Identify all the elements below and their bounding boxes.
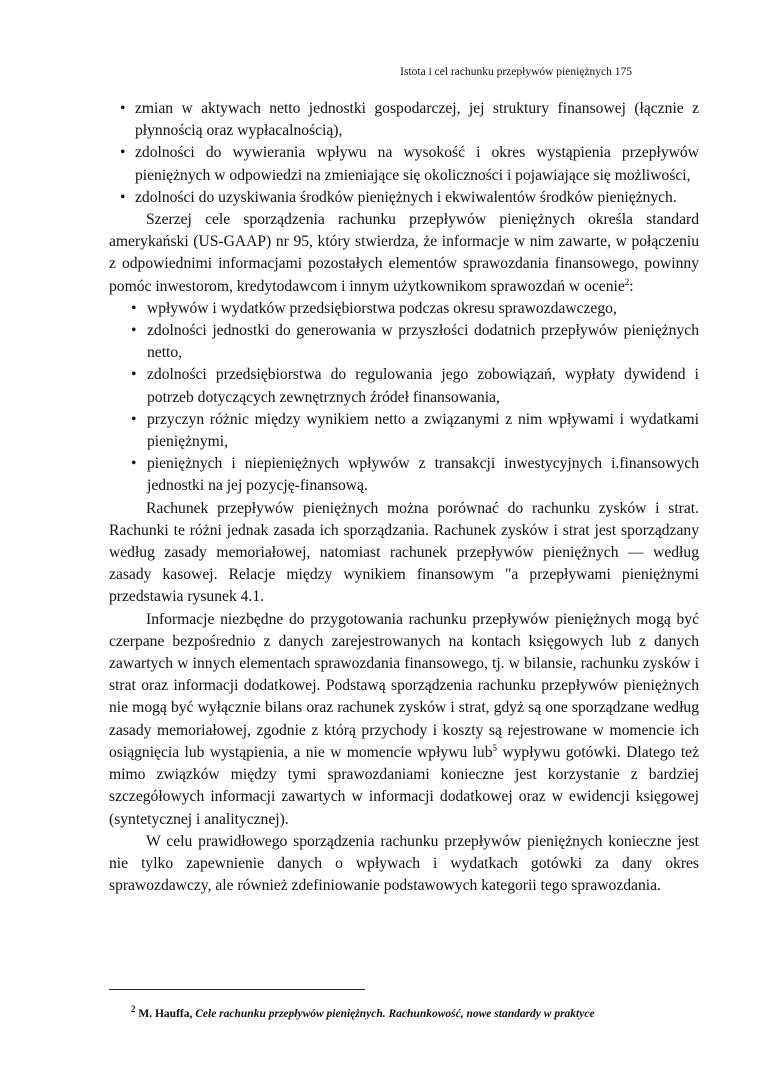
paragraph-text: Informacje niezbędne do przygotowania rachunku przepływów pieniężnych mogą być czerpane bezpośrednio z danych zarejestrowanych na kontach księgowych lub z danych zawartych w innych elementach sprawozdania finansowego, tj. w bilansie, rachunku zysków i strat oraz informacji dodatkowej. Podstawą sporządzenia rachunku przepływów pieniężnych nie mogą być wyłącznie bilans oraz rachunek zysków i strat, gdyż są one sporządzane według zasady memoriałowej, zgodnie z którą przychody i koszty są rejestrowane w momencie ich osiągnięcia lub wystąpienia, a nie w momencie wpływu lub: [109, 610, 699, 761]
paragraph-us-gaap: [109, 209, 699, 298]
list-item: • zdolności jednostki do generowania w przyszłości dodatnich przepływów pieniężnych netto,: [109, 320, 699, 364]
paragraph-text: Szerzej cele sporządzenia rachunku przepływów pieniężnych określa standard amerykański (US-GAAP) nr 95, który stwierdza, że informacje w nim zawarte, w połączeniu z odpowiednimi informacjami pozostałych elementów sprawozdania finansowego, powinny pomóc inwestorom, kredytodawcom i innym użytkownikom sprawozdań w ocenie: [109, 211, 699, 295]
body-text: [109, 98, 699, 897]
list-item: • wpływów i wydatków przedsiębiorstwa podczas okresu sprawozdawczego,: [109, 298, 699, 320]
list-item: • zdolności do wywierania wpływu na wysokość i okres wystąpienia przepływów pieniężnych w odpowiedzi na zmieniające się okoliczności i pojawiające się możliwości,: [109, 142, 699, 186]
list-item: • zmian w aktywach netto jednostki gospodarczej, jej struktury finansowej (łącznie z płynnością oraz wypłacalnością),: [109, 98, 699, 142]
paragraph-purpose: W celu prawidłowego sporządzenia rachunku przepływów pieniężnych konieczne jest nie tylko zapewnienie danych o wpływach i wydatkach gotówki za dany okres sprawozdawczy, ale również zdefiniowanie podstawowych kategorii tego sprawozdania.: [109, 832, 699, 895]
paragraph-comparison: Rachunek przepływów pieniężnych można porównać do rachunku zysków i strat. Rachunki te różni jednak zasada ich sporządzania. Rachunek zysków i strat jest sporządzany według zasady memoriałowej, natomiast rachunek przepływów pieniężnych — według zasady kasowej. Relacje między wynikiem finansowym "a przepływami pieniężnymi przedstawia rysunek 4.1.: [109, 499, 699, 606]
paragraph-information-sources: [109, 609, 699, 831]
footnote-reference: 5: [492, 742, 498, 753]
footnote-number: 2: [131, 1004, 136, 1015]
footnote-reference: 2: [624, 276, 630, 287]
footnote-author: M. Hauffa,: [138, 1008, 196, 1020]
paragraph-text-end: wypływu gotówki. Dlatego też mimo związków między tymi sprawozdaniami konieczne jest korzystanie z bardziej szczegółowych informacji zawartych w informacji dodatkowej oraz w ewidencji księgowej (syntetycznej i analitycznej).: [109, 743, 699, 828]
bullet-list-us-gaap: [109, 298, 699, 498]
paragraph-text-end: :: [629, 277, 634, 295]
list-item: • zdolności przedsiębiorstwa do regulowania jego zobowiązań, wypłaty dywidend i potrzeb dotyczących zewnętrznych źródeł finansowania,: [109, 364, 699, 408]
footnote-title: Cele rachunku przepływów pieniężnych. Rachunkowość, nowe standardy w praktyce: [195, 1008, 595, 1020]
list-item: • zdolności do uzyskiwania środków pieniężnych i ekwiwalentów środków pieniężnych.: [109, 187, 699, 209]
footnote: [131, 1004, 731, 1020]
list-item: • pieniężnych i niepieniężnych wpływów z transakcji inwestycyjnych i.finansowych jednostki na jej pozycję-finansową.: [109, 453, 699, 497]
footnote-separator: [109, 989, 365, 990]
bullet-list-assessment: [109, 98, 699, 209]
list-item: • przyczyn różnic między wynikiem netto a związanymi z nim wpływami i wydatkami pieniężnymi,: [109, 409, 699, 453]
running-head: Istota i cel rachunku przepływów pieniężnych 175: [400, 66, 632, 78]
